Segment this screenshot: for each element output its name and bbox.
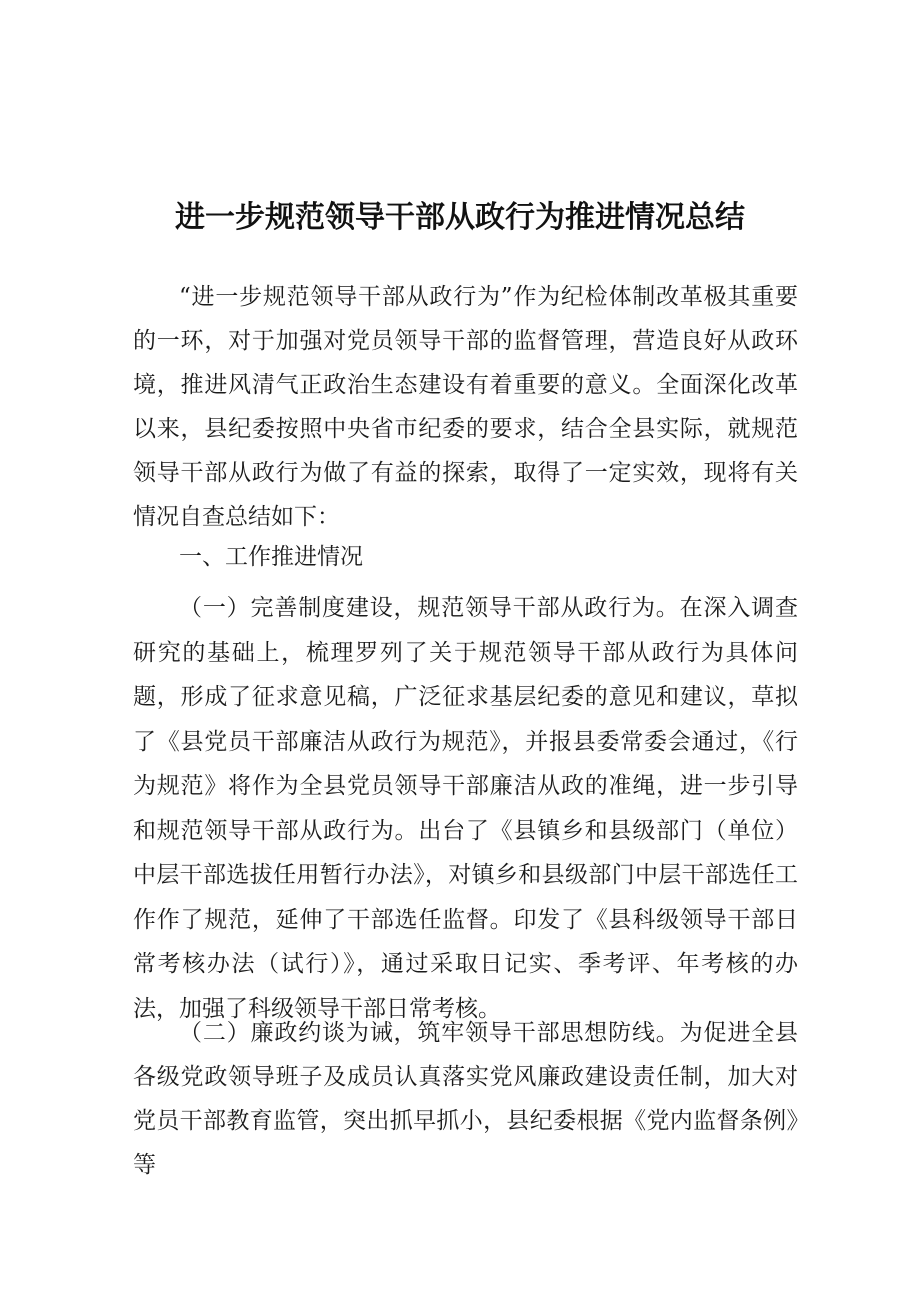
document-title: 进一步规范领导干部从政行为推进情况总结 [175,200,745,235]
section-heading: 一、工作推进情况 [179,544,363,570]
item-2-paragraph: （二）廉政约谈为诫，筑牢领导干部思想防线。为促进全县各级党政领导班子及成员认真落实党风廉政建设责任制，加大对党员干部教育监管，突出抓早抓小，县纪委根据《党内监督条例》等 [133,1020,798,1178]
intro-paragraph: “进一步规范领导干部从政行为”作为纪检体制改革极其重要的一环，对于加强对党员领导干部的监督管理，营造良好从政环境，推进风清气正政治生态建设有着重要的意义。全面深化改革以来，县纪委按照中央省市纪委的要求，结合全县实际，就规范领导干部从政行为做了有益的探索，取得了一定实效，现将有关情况自查总结如下： [133,284,798,530]
item-1-paragraph: （一）完善制度建设，规范领导干部从政行为。在深入调查研究的基础上，梳理罗列了关于规范领导干部从政行为具体问题，形成了征求意见稿，广泛征求基层纪委的意见和建议，草拟了《县党员干部廉洁从政行为规范》，并报县委常委会通过，《行为规范》将作为全县党员领导干部廉洁从政的准绳，进一步引导和规范领导干部从政行为。出台了《县镇乡和县级部门（单位）中层干部选拔任用暂行办法》，对镇乡和县级部门中层干部选任工作作了规范，延伸了干部选任监督。印发了《县科级领导干部日常考核办法（试行）》，通过采取日记实、季考评、年考核的办法，加强了科级领导干部日常考核。 [133,595,798,1022]
